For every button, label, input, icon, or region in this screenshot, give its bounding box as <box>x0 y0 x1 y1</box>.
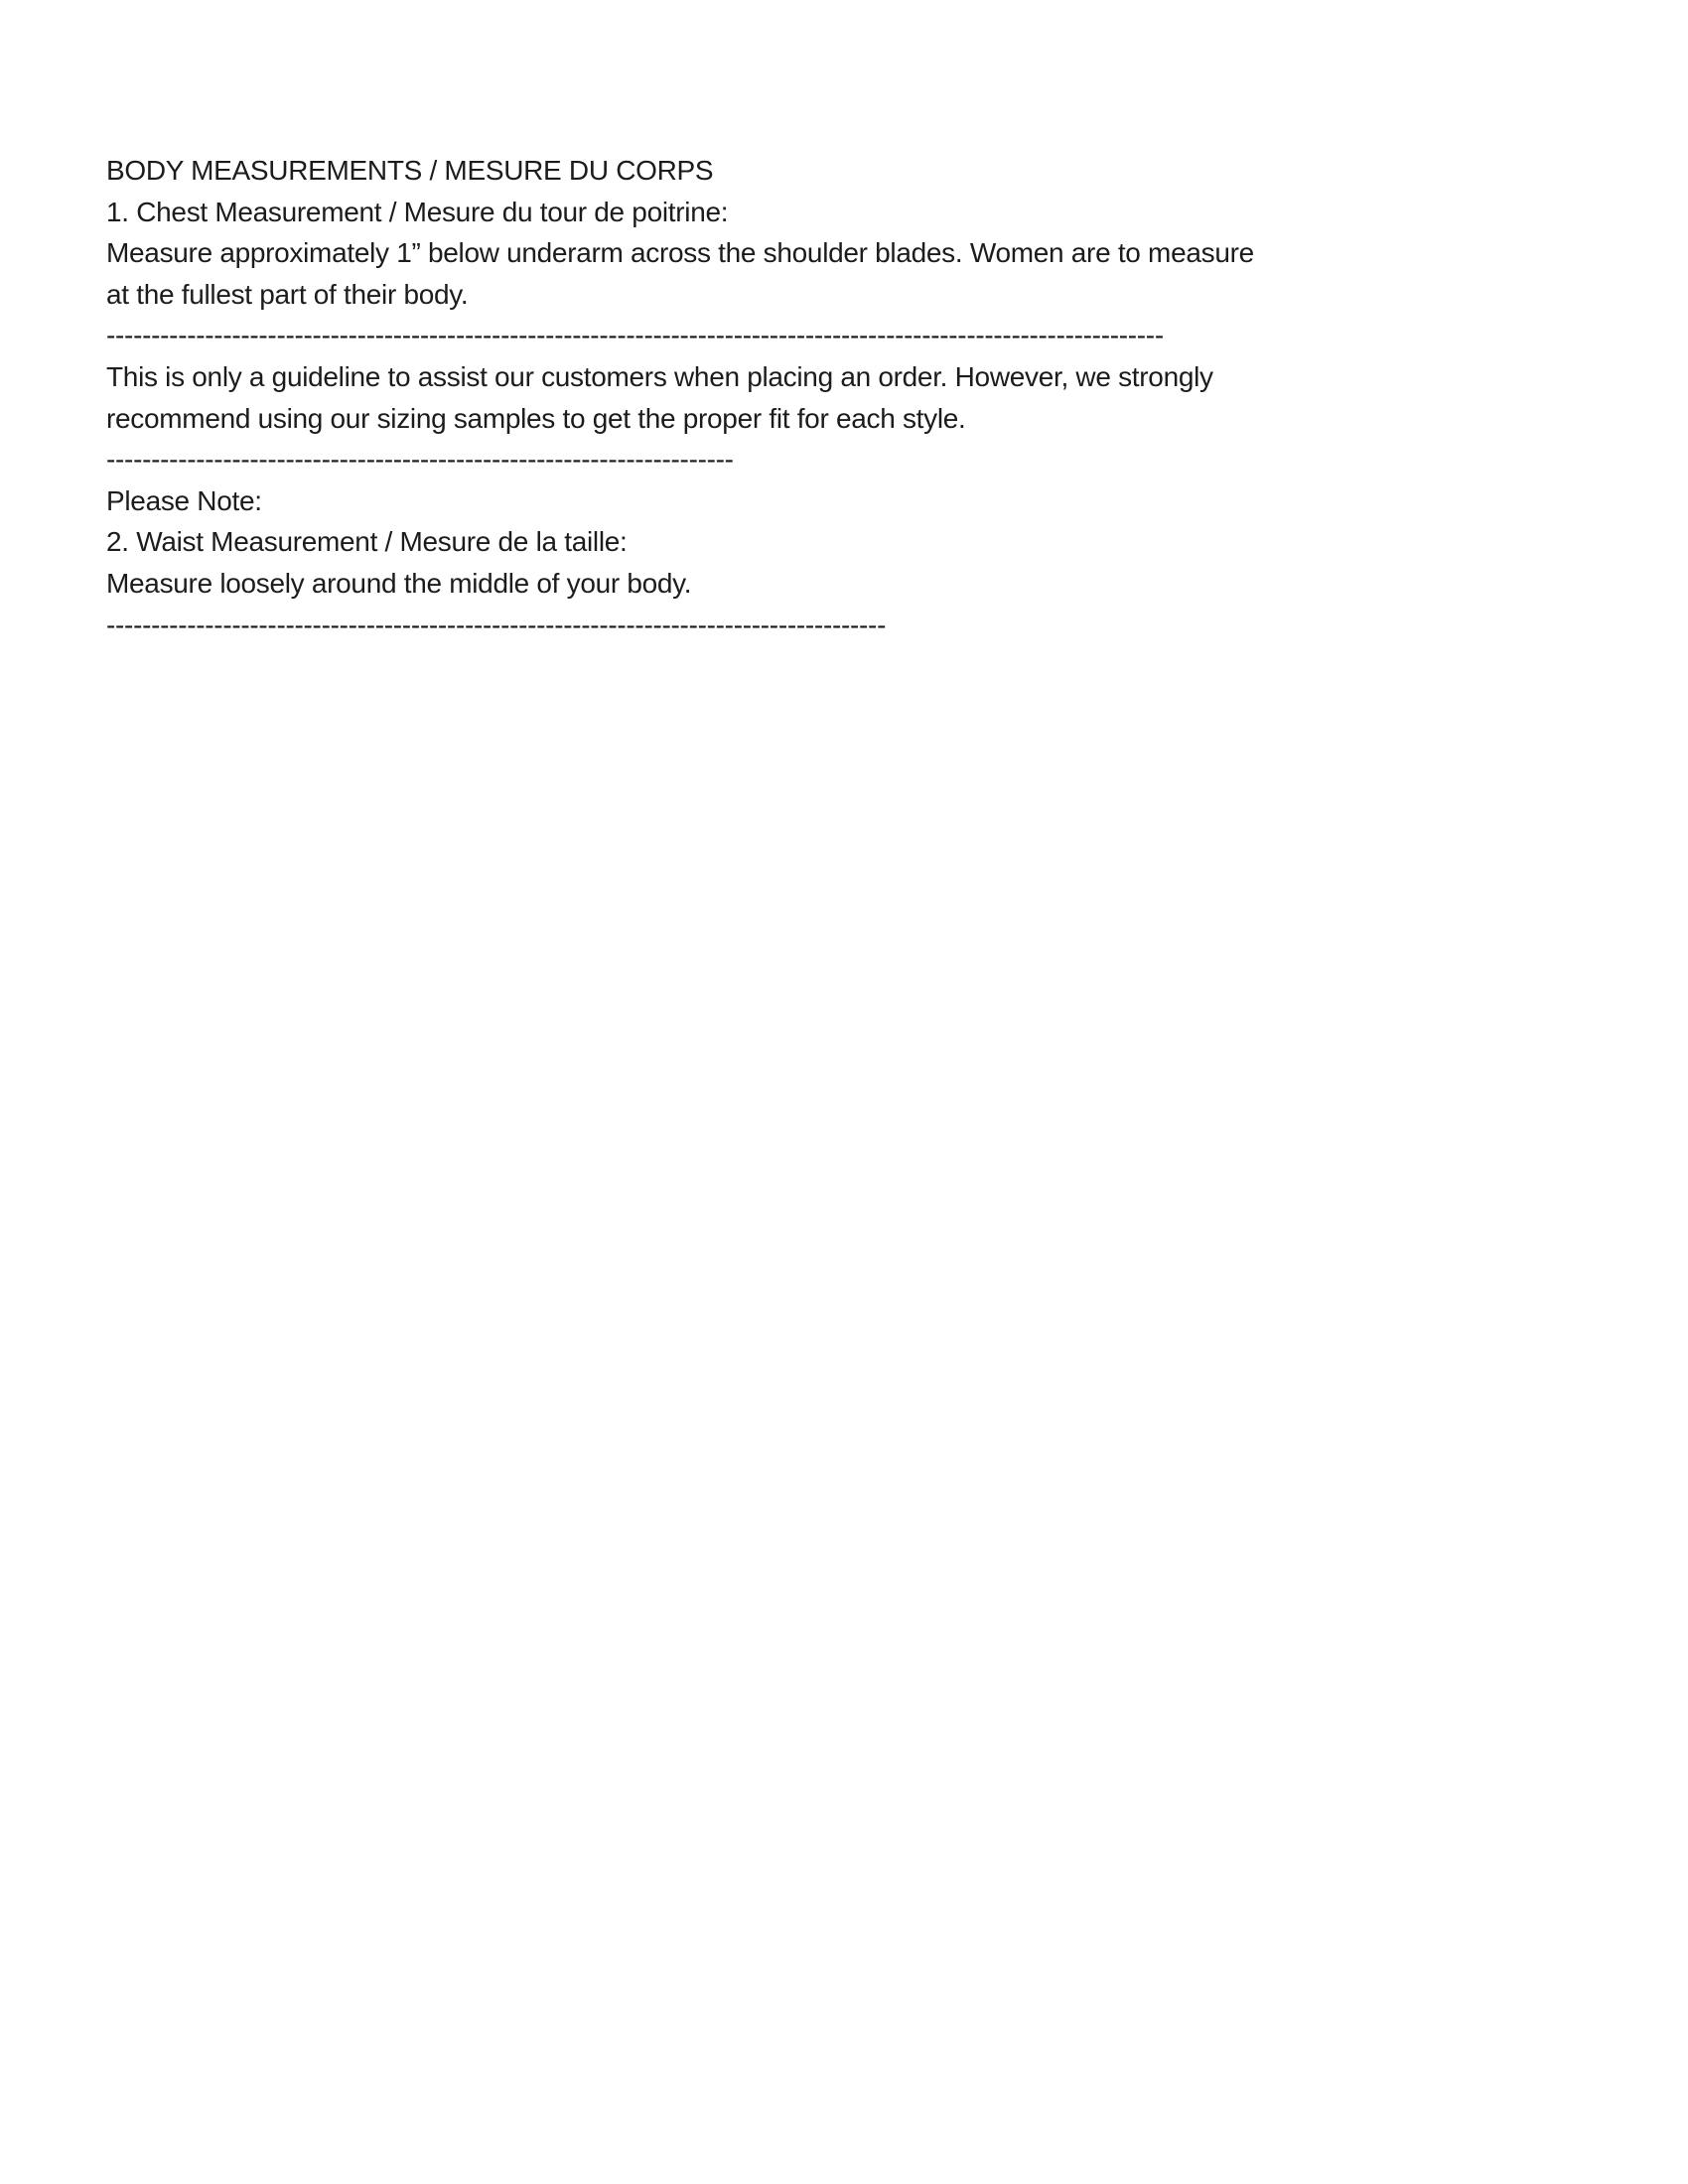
waist-measurement-heading: 2. Waist Measurement / Mesure de la taille: <box>106 526 628 558</box>
chest-measurement-text-line-1: Measure approximately 1” below underarm across the shoulder blades. Women are to measure <box>106 237 1254 269</box>
divider-dashes-1: ---------------------------------------------------------------------------------------------------------------------- <box>106 320 1164 351</box>
divider-dashes-2: ---------------------------------------------------------------------- <box>106 444 734 476</box>
document-body <box>106 150 1616 645</box>
please-note-label: Please Note: <box>106 484 262 516</box>
document-title: BODY MEASUREMENTS / MESURE DU CORPS <box>106 155 714 186</box>
chest-measurement-heading: 1. Chest Measurement / Mesure du tour de poitrine: <box>106 196 729 227</box>
waist-measurement-text: Measure loosely around the middle of your body. <box>106 567 692 599</box>
divider-dashes-3: --------------------------------------------------------------------------------------- <box>106 609 887 640</box>
guideline-text-line-1: This is only a guideline to assist our customers when placing an order. However, we strongly <box>106 360 1213 392</box>
chest-measurement-text-line-2: at the fullest part of their body. <box>106 278 469 310</box>
guideline-text-line-2: recommend using our sizing samples to get the proper fit for each style. <box>106 402 966 434</box>
